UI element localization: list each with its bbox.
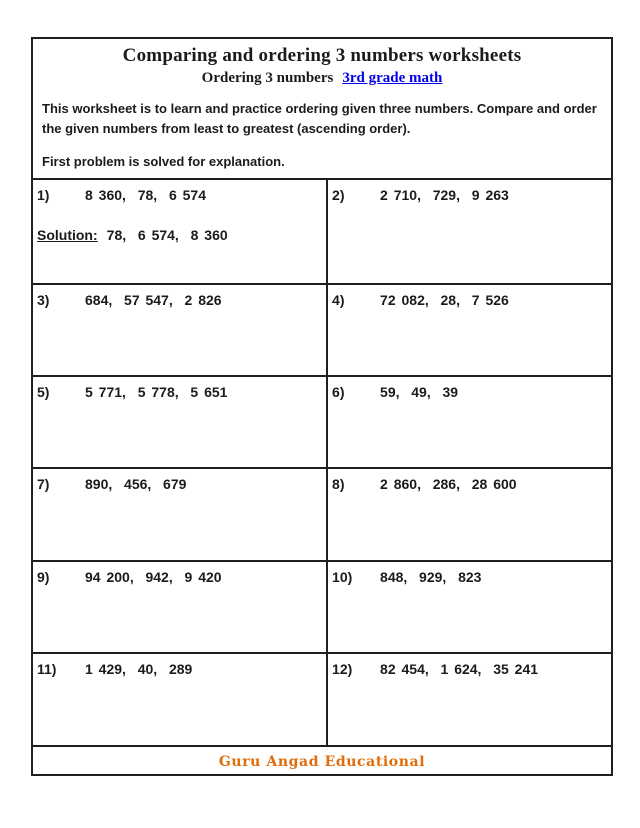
solution-value: 78, 6 574, 8 360 [106,227,228,243]
problem-numbers: 94 200, 942, 9 420 [85,569,222,585]
problem-line [37,292,322,308]
problem-cell-7 [33,467,326,560]
problem-number: 12) [332,661,353,677]
problem-line [37,661,322,677]
problem-number: 10) [332,569,353,585]
problem-number: 4) [332,292,345,308]
problem-cell-9 [33,560,326,652]
subtitle-text: Ordering 3 numbers [201,70,334,86]
problem-cell-10 [326,560,611,652]
problem-number: 8) [332,476,345,492]
problem-numbers: 1 429, 40, 289 [85,661,193,677]
problem-line [332,569,607,585]
worksheet-header [33,39,611,178]
problem-line [332,292,607,308]
problem-number: 5) [37,384,50,400]
solution-label: Solution: [37,227,98,243]
problem-numbers: 2 860, 286, 28 600 [380,476,517,492]
problem-cell-5 [33,375,326,467]
problem-numbers: 72 082, 28, 7 526 [380,292,509,308]
problem-number: 7) [37,476,50,492]
page-title: Comparing and ordering 3 numbers worksheets [122,45,522,66]
problem-line [37,187,322,203]
problem-number: 9) [37,569,50,585]
problems-grid [33,178,611,745]
problem-cell-1 [33,178,326,283]
problem-numbers: 684, 57 547, 2 826 [85,292,222,308]
problem-cell-8 [326,467,611,560]
problem-number: 11) [37,661,57,677]
problem-numbers: 59, 49, 39 [380,384,459,400]
intro-paragraph-line2: First problem is solved for explanation. [42,154,285,169]
problem-cell-2 [326,178,611,283]
problem-numbers: 2 710, 729, 9 263 [380,187,509,203]
problem-numbers: 890, 456, 679 [85,476,187,492]
problem-line [332,187,607,203]
problem-cell-6 [326,375,611,467]
problem-line [332,661,607,677]
problem-number: 1) [37,187,50,203]
problem-number: 6) [332,384,345,400]
grade-math-link[interactable]: 3rd grade math [342,70,443,86]
page-subtitle [33,68,611,88]
problem-line [332,384,607,400]
problem-line [37,569,322,585]
problem-numbers: 5 771, 5 778, 5 651 [85,384,228,400]
problem-cell-11 [33,652,326,745]
worksheet-page [31,37,613,776]
problem-numbers: 8 360, 78, 6 574 [85,187,206,203]
problem-cell-3 [33,283,326,375]
problem-line [37,384,322,400]
problem-cell-4 [326,283,611,375]
problem-number: 2) [332,187,345,203]
problem-line [37,476,322,492]
problem-line [332,476,607,492]
problem-numbers: 82 454, 1 624, 35 241 [380,661,539,677]
problem-cell-12 [326,652,611,745]
intro-paragraph-line1: This worksheet is to learn and practice ordering given three numbers. Compare and order the given numbers from least to greatest (ascending order). [42,101,597,136]
publisher-footer: Guru Angad Educational [33,745,611,776]
problem-numbers: 848, 929, 823 [380,569,482,585]
solution-line [37,227,322,243]
problem-number: 3) [37,292,50,308]
